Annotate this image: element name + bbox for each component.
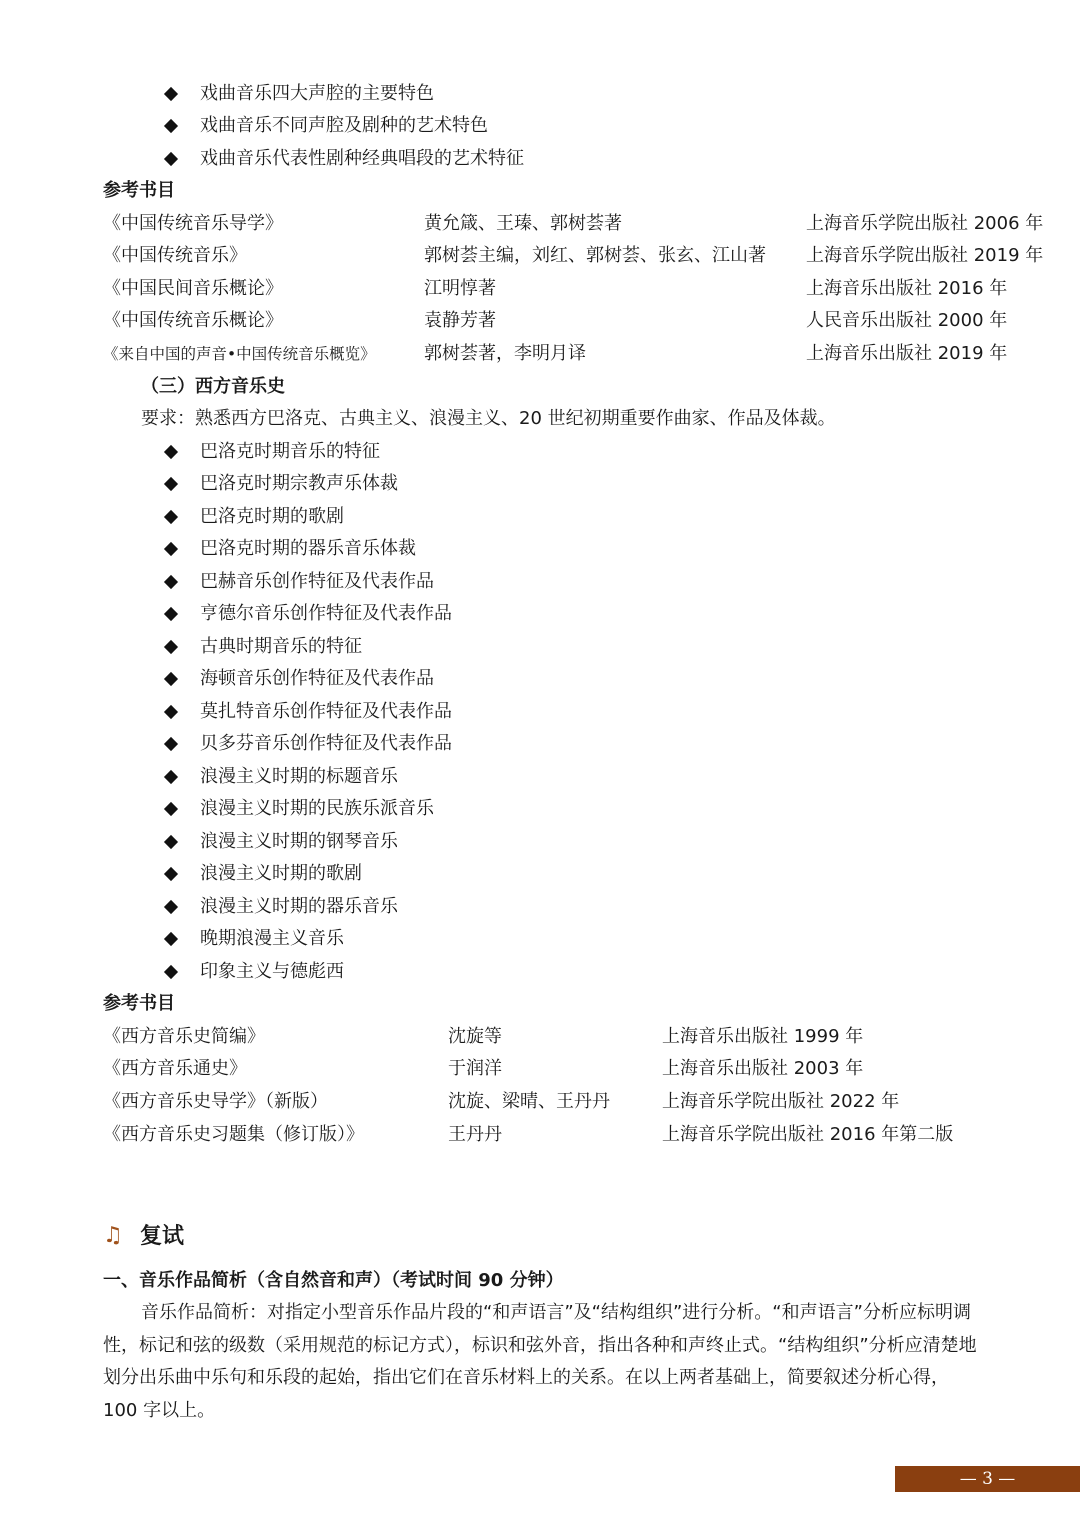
diamond-bullet-icon — [164, 152, 178, 166]
list-item: 亨德尔音乐创作特征及代表作品 — [163, 602, 463, 626]
subsection-heading: 一、音乐作品简析（含自然音和声）（考试时间 90 分钟） — [103, 1270, 564, 1291]
list-item: 浪漫主义时期的器乐音乐 — [163, 895, 463, 919]
diamond-bullet-icon — [164, 640, 178, 654]
reference-heading: 参考书目 — [103, 993, 175, 1014]
list-item: 海顿音乐创作特征及代表作品 — [163, 667, 463, 691]
reference-publisher: 上海音乐出版社 2019 年 — [806, 343, 1008, 364]
diamond-bullet-icon — [164, 510, 178, 524]
diamond-bullet-icon — [164, 705, 178, 719]
list-item: 巴洛克时期的器乐音乐体裁 — [163, 537, 463, 561]
diamond-bullet-icon — [164, 770, 178, 784]
list-item: 晚期浪漫主义音乐 — [163, 927, 463, 951]
list-item: 古典时期音乐的特征 — [163, 635, 463, 659]
reference-title: 《中国传统音乐》 — [103, 245, 247, 266]
reference-author: 黄允箴、王瑧、郭树荟著 — [424, 213, 622, 234]
reference-title: 《中国传统音乐概论》 — [103, 310, 283, 331]
page-number: — 3 — — [895, 1466, 1080, 1492]
diamond-bullet-icon — [164, 672, 178, 686]
reference-publisher: 上海音乐学院出版社 2006 年 — [806, 213, 1044, 234]
diamond-bullet-icon — [164, 575, 178, 589]
reference-author: 郭树荟著，李明月译 — [424, 343, 586, 364]
list-item: 戏曲音乐四大声腔的主要特色 — [163, 82, 463, 106]
diamond-bullet-icon — [164, 802, 178, 816]
reference-author: 沈旋等 — [448, 1026, 502, 1047]
diamond-bullet-icon — [164, 900, 178, 914]
reference-title: 《中国传统音乐导学》 — [103, 213, 283, 234]
requirement-text: 要求：熟悉西方巴洛克、古典主义、浪漫主义、20 世纪初期重要作曲家、作品及体裁。 — [141, 408, 836, 429]
reference-author: 王丹丹 — [448, 1124, 502, 1145]
diamond-bullet-icon — [164, 932, 178, 946]
diamond-bullet-icon — [164, 87, 178, 101]
list-item: 浪漫主义时期的歌剧 — [163, 862, 463, 886]
list-item: 贝多芬音乐创作特征及代表作品 — [163, 732, 463, 756]
list-item: 巴赫音乐创作特征及代表作品 — [163, 570, 463, 594]
reference-publisher: 上海音乐学院出版社 2016 年第二版 — [662, 1124, 954, 1145]
reference-author: 江明惇著 — [424, 278, 496, 299]
body-paragraph — [103, 1297, 983, 1427]
diamond-bullet-icon — [164, 737, 178, 751]
diamond-bullet-icon — [164, 445, 178, 459]
reference-title: 《西方音乐史简编》 — [103, 1026, 265, 1047]
reference-publisher: 上海音乐出版社 2003 年 — [662, 1058, 864, 1079]
reference-publisher: 上海音乐出版社 2016 年 — [806, 278, 1008, 299]
list-item: 戏曲音乐代表性剧种经典唱段的艺术特征 — [163, 147, 463, 171]
diamond-bullet-icon — [164, 119, 178, 133]
list-item: 戏曲音乐不同声腔及剧种的艺术特色 — [163, 114, 463, 138]
reference-title: 《西方音乐通史》 — [103, 1058, 247, 1079]
diamond-bullet-icon — [164, 867, 178, 881]
reference-title: 《西方音乐史导学》（新版） — [103, 1091, 328, 1112]
diamond-bullet-icon — [164, 965, 178, 979]
section-heading: （三）西方音乐史 — [141, 376, 285, 397]
diamond-bullet-icon — [164, 477, 178, 491]
list-item: 巴洛克时期宗教声乐体裁 — [163, 472, 463, 496]
diamond-bullet-icon — [164, 542, 178, 556]
music-note-icon: ♫ — [103, 1223, 123, 1248]
reference-author: 沈旋、梁晴、王丹丹 — [448, 1091, 610, 1112]
section-heading: 复试 — [140, 1224, 185, 1249]
list-item: 浪漫主义时期的钢琴音乐 — [163, 830, 463, 854]
reference-publisher: 上海音乐学院出版社 2019 年 — [806, 245, 1044, 266]
reference-publisher: 上海音乐学院出版社 2022 年 — [662, 1091, 900, 1112]
reference-author: 于润洋 — [448, 1058, 502, 1079]
reference-author: 袁静芳著 — [424, 310, 496, 331]
reference-publisher: 人民音乐出版社 2000 年 — [806, 310, 1008, 331]
reference-title: 《西方音乐史习题集（修订版）》 — [103, 1124, 364, 1145]
paragraph-text: 音乐作品简析：对指定小型音乐作品片段的“和声语言”及“结构组织”进行分析。“和声语言”分析应标明调性，标记和弦的级数（采用规范的标记方式），标识和弦外音，指出各种和声终止式。“结构组织”分析应清楚地划分出乐曲中乐句和乐段的起始，指出它们在音乐材料上的关系。在以上两者基础上，简要叙述分析心得，100 字以上。 — [103, 1302, 977, 1421]
reference-heading: 参考书目 — [103, 180, 175, 201]
diamond-bullet-icon — [164, 835, 178, 849]
list-item: 巴洛克时期音乐的特征 — [163, 440, 463, 464]
reference-publisher: 上海音乐出版社 1999 年 — [662, 1026, 864, 1047]
list-item: 浪漫主义时期的标题音乐 — [163, 765, 463, 789]
reference-title: 《来自中国的声音•中国传统音乐概览》 — [103, 345, 376, 363]
diamond-bullet-icon — [164, 607, 178, 621]
reference-title: 《中国民间音乐概论》 — [103, 278, 283, 299]
list-item: 浪漫主义时期的民族乐派音乐 — [163, 797, 463, 821]
list-item: 莫扎特音乐创作特征及代表作品 — [163, 700, 463, 724]
reference-author: 郭树荟主编，刘红、郭树荟、张玄、江山著 — [424, 245, 766, 266]
list-item: 巴洛克时期的歌剧 — [163, 505, 463, 529]
list-item: 印象主义与德彪西 — [163, 960, 463, 984]
